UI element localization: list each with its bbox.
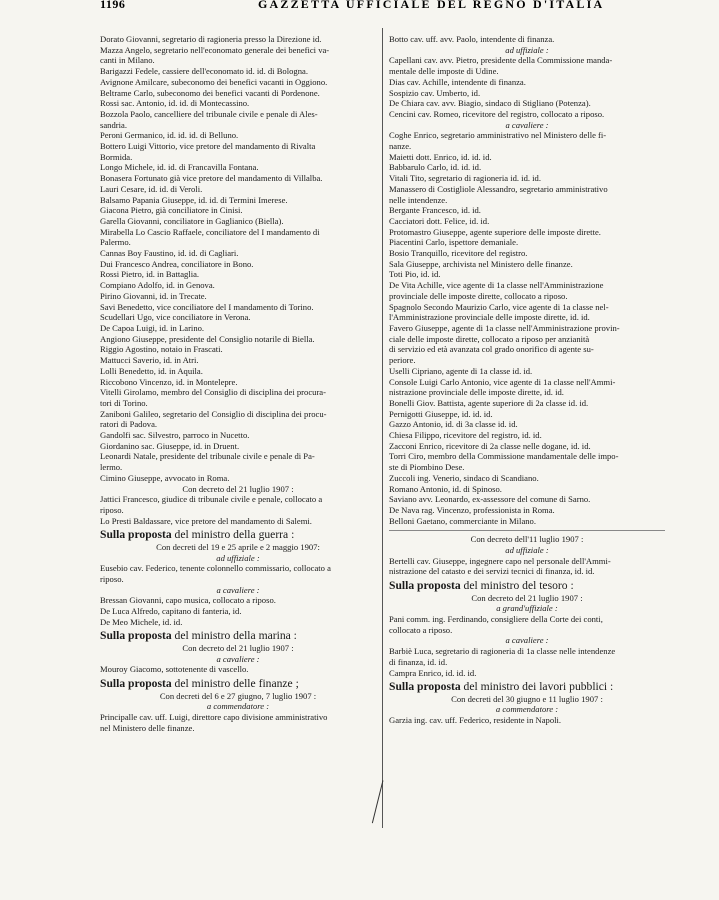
entry-line: Pani comm. ing. Ferdinando, consigliere della Corte dei conti, xyxy=(389,614,603,625)
section-heading xyxy=(100,629,376,643)
entry-line: nelle intendenze. xyxy=(389,194,448,205)
entry-line: Garella Giovanni, conciliatore in Gaglianico (Biella). xyxy=(100,215,284,226)
entry-line: Lo Presti Baldassare, vice pretore del mandamento di Salemi. xyxy=(100,515,312,526)
rank-heading: a commendatore : xyxy=(495,704,559,715)
entry-line: Bosio Tranquillo, ricevitore del registro. xyxy=(389,248,528,259)
page-header xyxy=(0,0,719,11)
entry-line: riposo. xyxy=(100,573,124,584)
rank-heading: a commendatore : xyxy=(206,701,270,712)
entry-line: Botto cav. uff. avv. Paolo, intendente di finanza. xyxy=(389,34,555,44)
decree-line: Con decreti del 19 e 25 aprile e 2 maggio 1907: xyxy=(156,541,320,552)
entry-line: Barigazzi Fedele, cassiere dell'economato id. id. di Bologna. xyxy=(100,66,308,77)
decree-line: Con decreto del 21 luglio 1907 : xyxy=(471,592,583,603)
entry-line: nanze. xyxy=(389,141,412,152)
entry-line: Gazzo Antonio, id. di 3a classe id. id. xyxy=(389,419,518,430)
entry-line: tori di Torino. xyxy=(100,397,148,408)
entry-line: Cencini cav. Romeo, ricevitore del registro, collocato a riposo. xyxy=(389,108,605,119)
section-heading-rest: del ministro della marina : xyxy=(171,629,297,643)
decree-line: Con decreto del 21 luglio 1907 : xyxy=(182,483,294,494)
entry-line: Zuccoli ing. Venerio, sindaco di Scandiano. xyxy=(389,472,539,483)
entry-line: De Vita Achille, vice agente di 1a classe nell'Amministrazione xyxy=(389,280,604,291)
entry-line: Riccobono Vincenzo, id. in Montelepre. xyxy=(100,376,238,387)
entry-line: Mattucci Saverio, id. in Atri. xyxy=(100,355,199,366)
rank-heading: a cavaliere : xyxy=(216,653,260,664)
section-heading-lead: Sulla proposta xyxy=(100,629,172,643)
entry-line: Piacentini Carlo, ispettore demaniale. xyxy=(389,237,519,248)
entry-line: De Luca Alfredo, capitano di fanteria, id. xyxy=(100,606,242,617)
entry-line: De Chiara cav. avv. Biagio, sindaco di Stigliano (Potenza). xyxy=(389,98,591,109)
entry-line: Lauri Cesare, id. id. di Veroli. xyxy=(100,183,203,194)
entry-line: Dui Francesco Andrea, conciliatore in Bono. xyxy=(100,258,254,269)
rank-heading: a cavaliere : xyxy=(505,119,549,130)
rank-heading: ad uffiziale : xyxy=(505,44,549,55)
section-heading xyxy=(389,680,665,694)
right-column xyxy=(389,34,665,726)
entry-line: Angiono Giuseppe, presidente del Consiglio notarile di Biella. xyxy=(100,333,315,344)
entry-line: De Nava rag. Vincenzo, professionista in Roma. xyxy=(389,504,555,515)
entry-line: Rossi Pietro, id. in Battaglia. xyxy=(100,269,200,280)
entry-line: Savi Benedetto, vice conciliatore del I mandamento di Torino. xyxy=(100,301,314,312)
section-heading-rest: del ministro del tesoro : xyxy=(460,579,574,593)
entry-line: De Meo Michele, id. id. xyxy=(100,616,183,627)
entry-line: Console Luigi Carlo Antonio, vice agente di 1a classe nell'Ammi- xyxy=(389,376,616,387)
decree-line: Con decreto del 21 luglio 1907 : xyxy=(182,642,294,653)
entry-line: Bertelli cav. Giuseppe, ingegnere capo nel personale dell'Ammi- xyxy=(389,555,611,566)
entry-line: lermo. xyxy=(100,462,123,473)
section-heading-lead: Sulla proposta xyxy=(100,677,172,691)
entry-line: Bottero Luigi Vittorio, vice pretore del mandamento di Rivalta xyxy=(100,141,316,152)
page-number: 1196 xyxy=(100,0,126,11)
entry-line: Giordanino sac. Giuseppe, id. in Druent. xyxy=(100,440,240,451)
entry-line: ste di Piombino Dese. xyxy=(389,462,465,473)
entry-line: Manassero di Costigliole Alessandro, segretario amministrativo xyxy=(389,183,608,194)
section-heading-rest: del ministro della guerra : xyxy=(171,528,295,542)
rank-heading: ad uffiziale : xyxy=(505,545,549,556)
entry-line: riposo. xyxy=(100,504,124,515)
entry-line: Campra Enrico, id. id. id. xyxy=(389,667,477,678)
entry-line: Leonardi Natale, presidente del tribunale civile e penale di Pa- xyxy=(100,451,315,462)
entry-line: Compiano Adolfo, id. in Genova. xyxy=(100,280,215,291)
entry-line: Toti Pio, id. id. xyxy=(389,269,441,280)
entry-line: Dorato Giovanni, segretario di ragioneria presso la Direzione id. xyxy=(100,34,322,44)
entry-line: Riggio Agostino, notaio in Frascati. xyxy=(100,344,223,355)
entry-line: Vitelli Girolamo, membro del Consiglio di disciplina dei procura- xyxy=(100,387,326,398)
entry-line: Cannas Boy Faustino, id. id. di Cagliari. xyxy=(100,248,239,259)
entry-line: Cimino Giuseppe, avvocato in Roma. xyxy=(100,472,230,483)
entry-line: provinciale delle imposte dirette, collocato a riposo. xyxy=(389,290,568,301)
entry-line: Barbiè Luca, segretario di ragioneria di 1a classe nelle intendenze xyxy=(389,646,616,657)
entry-line: Pirino Giovanni, id. in Trecate. xyxy=(100,290,207,301)
entry-line: Mazza Angelo, segretario nell'economato generale dei benefici va- xyxy=(100,44,330,55)
entry-line: Pernigotti Giuseppe, id. id. id. xyxy=(389,408,493,419)
left-column xyxy=(100,34,376,733)
decree-line: Con decreto dell'11 luglio 1907 : xyxy=(470,534,584,545)
entry-line: periore. xyxy=(389,355,416,366)
entry-line: canti in Milano. xyxy=(100,55,155,66)
section-heading xyxy=(389,579,665,593)
entry-line: Sospizio cav. Umberto, id. xyxy=(389,87,481,98)
entry-line: mentale delle imposte di Udine. xyxy=(389,66,499,77)
entry-line: Saviano avv. Leonardo, ex-assessore del comune di Sarno. xyxy=(389,494,591,505)
entry-line: Sala Giuseppe, archivista nel Ministero delle finanze. xyxy=(389,258,573,269)
entry-line: Belloni Gaetano, commerciante in Milano. xyxy=(389,515,537,526)
entry-line: Vitali Tito, segretario di ragioneria id. id. id. xyxy=(389,173,542,184)
entry-line: Bonasera Fortunato già vice pretore del mandamento di Villalba. xyxy=(100,173,323,184)
entry-line: Babbarulo Carlo, id. id. id. xyxy=(389,162,482,173)
entry-line: Bergante Francesco, id. id. xyxy=(389,205,481,216)
entry-line: Eusebio cav. Federico, tenente colonnello commissario, collocato a xyxy=(100,563,331,574)
page-title: GAZZETTA UFFICIALE DEL REGNO D'ITALIA xyxy=(258,0,605,11)
entry-line: ciale delle imposte dirette, collocato a riposo per anzianità xyxy=(389,333,590,344)
entry-line: Torri Ciro, membro della Commissione mandamentale delle impo- xyxy=(389,451,619,462)
entry-line: ratori di Padova. xyxy=(100,419,158,430)
entry-line: Dias cav. Achille, intendente di finanza. xyxy=(389,76,526,87)
entry-line: Gandolfi sac. Silvestro, parroco in Nucetto. xyxy=(100,430,250,441)
entry-line: Mouroy Giacomo, sottotenente di vascello. xyxy=(100,664,249,675)
entry-line: Maietti dott. Enrico, id. id. id. xyxy=(389,151,492,162)
entry-line: l'Amministrazione provinciale delle imposte dirette, id. id. xyxy=(389,312,590,323)
entry-line: Zaniboni Galileo, segretario del Consiglio di disciplina dei procu- xyxy=(100,408,327,419)
entry-line: Garzia ing. cav. uff. Federico, residente in Napoli. xyxy=(389,715,562,726)
entry-line: nistrazione provinciale delle imposte dirette, id. id. xyxy=(389,387,564,398)
entry-line: di servizio ed età avanzata col grado onorifico di agente su- xyxy=(389,344,594,355)
entry-line: Jattici Francesco, giudice di tribunale civile e penale, collocato a xyxy=(100,494,323,505)
entry-line: Longo Michele, id. id. di Francavilla Fontana. xyxy=(100,162,259,173)
entry-line: collocato a riposo. xyxy=(389,624,453,635)
entry-line: Zacconi Enrico, ricevitore di 2a classe nelle dogane, id. id. xyxy=(389,440,591,451)
entry-line: Palermo. xyxy=(100,237,131,248)
section-heading-lead: Sulla proposta xyxy=(389,680,461,694)
entry-line: Uselli Cipriano, agente di 1a classe id. id. xyxy=(389,365,533,376)
entry-line: Coghe Enrico, segretario amministrativo nel Ministero delle fi- xyxy=(389,130,607,141)
section-heading-rest: del ministro delle finanze ; xyxy=(171,677,299,691)
decree-line: Con decreti del 30 giugno e 11 luglio 1907 : xyxy=(451,693,603,704)
section-separator xyxy=(389,530,665,531)
entry-line: Protomastro Giuseppe, agente superiore delle imposte dirette. xyxy=(389,226,601,237)
pen-mark xyxy=(372,780,393,825)
entry-line: Bonelli Giov. Battista, agente superiore di 2a classe id. id. xyxy=(389,397,589,408)
entry-line: di finanza, id. id. xyxy=(389,656,448,667)
entry-line: Rossi sac. Antonio, id. id. di Montecassino. xyxy=(100,98,250,109)
section-heading-lead: Sulla proposta xyxy=(100,528,172,542)
rank-heading: ad uffiziale : xyxy=(216,552,260,563)
column-divider xyxy=(382,28,383,828)
rank-heading: a cavaliere : xyxy=(505,635,549,646)
entry-line: De Capoa Luigi, id. in Larino. xyxy=(100,322,205,333)
entry-line: nel Ministero delle finanze. xyxy=(100,722,195,733)
section-heading-rest: del ministro dei lavori pubblici : xyxy=(460,680,614,694)
entry-line: Beltrame Carlo, subeconomo dei benefici vacanti di Pordenone. xyxy=(100,87,320,98)
entry-line: Bormida. xyxy=(100,151,133,162)
entry-line: Scudellari Ugo, vice conciliatore in Verona. xyxy=(100,312,251,323)
entry-line: Cacciatori dott. Felice, id. id. xyxy=(389,215,490,226)
rank-heading: a grand'uffiziale : xyxy=(496,603,558,614)
entry-line: Lolli Benedetto, id. in Aquila. xyxy=(100,365,203,376)
section-heading xyxy=(100,528,376,542)
section-heading-lead: Sulla proposta xyxy=(389,579,461,593)
section-heading xyxy=(100,677,376,691)
decree-line: Con decreti del 6 e 27 giugno, 7 luglio 1907 : xyxy=(159,690,317,701)
entry-line: Balsamo Papania Giuseppe, id. id. di Termini Imerese. xyxy=(100,194,288,205)
entry-line: Bozzola Paolo, cancelliere del tribunale civile e penale di Ales- xyxy=(100,108,318,119)
entry-line: Spagnolo Secondo Maurizio Carlo, vice agente di 1a classe nel- xyxy=(389,301,609,312)
entry-line: nistrazione del catasto e dei servizi tecnici di finanza, id. id. xyxy=(389,566,595,577)
entry-line: Capellani cav. avv. Pietro, presidente della Commissione manda- xyxy=(389,55,613,66)
entry-line: Chiesa Filippo, ricevitore del registro, id. id. xyxy=(389,430,542,441)
entry-line: sandria. xyxy=(100,119,127,130)
entry-line: Peroni Germanico, id. id. id. di Belluno. xyxy=(100,130,239,141)
entry-line: Mirabella Lo Cascio Raffaele, conciliatore del I mandamento di xyxy=(100,226,320,237)
entry-line: Avignone Amilcare, subeconomo dei benefici vacanti in Oggiono. xyxy=(100,76,328,87)
entry-line: Favero Giuseppe, agente di 1a classe nell'Amministrazione provin- xyxy=(389,322,620,333)
entry-line: Giacona Pietro, già conciliatore in Cinisi. xyxy=(100,205,243,216)
rank-heading: a cavaliere : xyxy=(216,584,260,595)
entry-line: Principalle cav. uff. Luigi, direttore capo divisione amministrativo xyxy=(100,711,328,722)
entry-line: Romano Antonio, id. di Spinoso. xyxy=(389,483,502,494)
entry-line: Bressan Giovanni, capo musica, collocato a riposo. xyxy=(100,595,276,606)
